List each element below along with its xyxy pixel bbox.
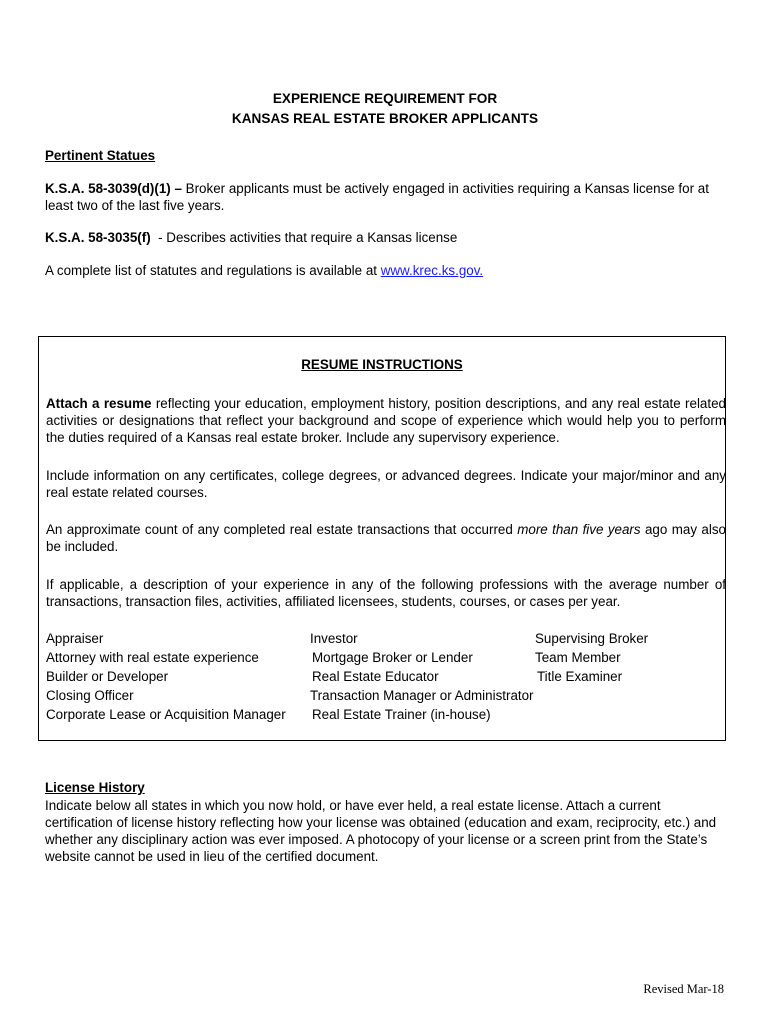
statute-58-3039-text: Broker applicants must be actively engaged in activities requiring a Kansas license for at least two of the last five years. (45, 181, 709, 213)
statute-58-3039-cite: K.S.A. 58-3039(d)(1) – (45, 181, 182, 196)
professions-column-2 (310, 629, 534, 724)
profession-item: Real Estate Educator (312, 669, 439, 684)
resume-paragraph-4: If applicable, a description of your experience in any of the following professions with the average number of transactions, transaction files, activities, affiliated licensees, students, courses, or cases per year. (46, 577, 726, 609)
document-title-line2: KANSAS REAL ESTATE BROKER APPLICANTS (231, 111, 539, 126)
resume-paragraph-1-text: reflecting your education, employment history, position descriptions, and any real estate related activities or designations that reflect your background and scope of experience which would help you to perform the duties required of a Kansas real estate broker. Include any supervisory experience. (46, 396, 726, 445)
profession-item: Closing Officer (46, 688, 134, 703)
profession-item: Real Estate Trainer (in-house) (312, 707, 491, 722)
revision-date: Revised Mar-18 (643, 982, 724, 996)
statutes-list-text: A complete list of statutes and regulations is available at (45, 263, 381, 278)
profession-item: Mortgage Broker or Lender (312, 650, 473, 665)
resume-instructions-box (38, 336, 726, 741)
document-title-line1: EXPERIENCE REQUIREMENT FOR (272, 91, 498, 106)
profession-item: Corporate Lease or Acquisition Manager (46, 707, 286, 722)
resume-paragraph-3-a: An approximate count of any completed real estate transactions that occurred (46, 522, 518, 537)
resume-paragraph-3-b: ago may also be included. (46, 522, 726, 554)
statutes-list-line (45, 262, 725, 279)
profession-item: Team Member (535, 650, 621, 665)
statute-58-3039 (45, 180, 725, 214)
profession-item: Title Examiner (537, 669, 623, 684)
profession-item: Transaction Manager or Administrator (310, 688, 534, 703)
license-history-heading: License History (45, 780, 145, 795)
krec-website-link[interactable]: www.krec.ks.gov. (380, 263, 484, 278)
professions-column-1 (46, 629, 286, 724)
pertinent-statutes-heading: Pertinent Statues (45, 148, 156, 163)
resume-instructions-heading: RESUME INSTRUCTIONS (301, 357, 463, 372)
statute-58-3035-text: - Describes activities that require a Kansas license (150, 230, 458, 245)
resume-paragraph-3-emphasis: more than five years (517, 522, 641, 537)
profession-item: Appraiser (46, 631, 104, 646)
resume-paragraph-2: Include information on any certificates, college degrees, or advanced degrees. Indicate your major/minor and any real estate related courses. (46, 468, 726, 500)
profession-item: Builder or Developer (46, 669, 169, 684)
profession-item: Attorney with real estate experience (46, 650, 259, 665)
professions-column-3 (535, 629, 648, 686)
resume-paragraph-3 (46, 521, 726, 555)
resume-paragraph-1 (46, 395, 726, 446)
statute-58-3035 (45, 229, 725, 246)
profession-item: Investor (310, 631, 358, 646)
license-history-text: Indicate below all states in which you now hold, or have ever held, a real estate license. Attach a current certification of license history reflecting how your license was obtained (education and exam, reciprocity, etc.) and whether any disciplinary action was ever imposed. A photocopy of your license or a screen print from the State’s website cannot be used in lieu of the certified document. (45, 798, 717, 864)
attach-resume-lead: Attach a resume (46, 396, 152, 411)
statute-58-3035-cite: K.S.A. 58-3035(f) (45, 230, 151, 245)
profession-item: Supervising Broker (535, 631, 649, 646)
